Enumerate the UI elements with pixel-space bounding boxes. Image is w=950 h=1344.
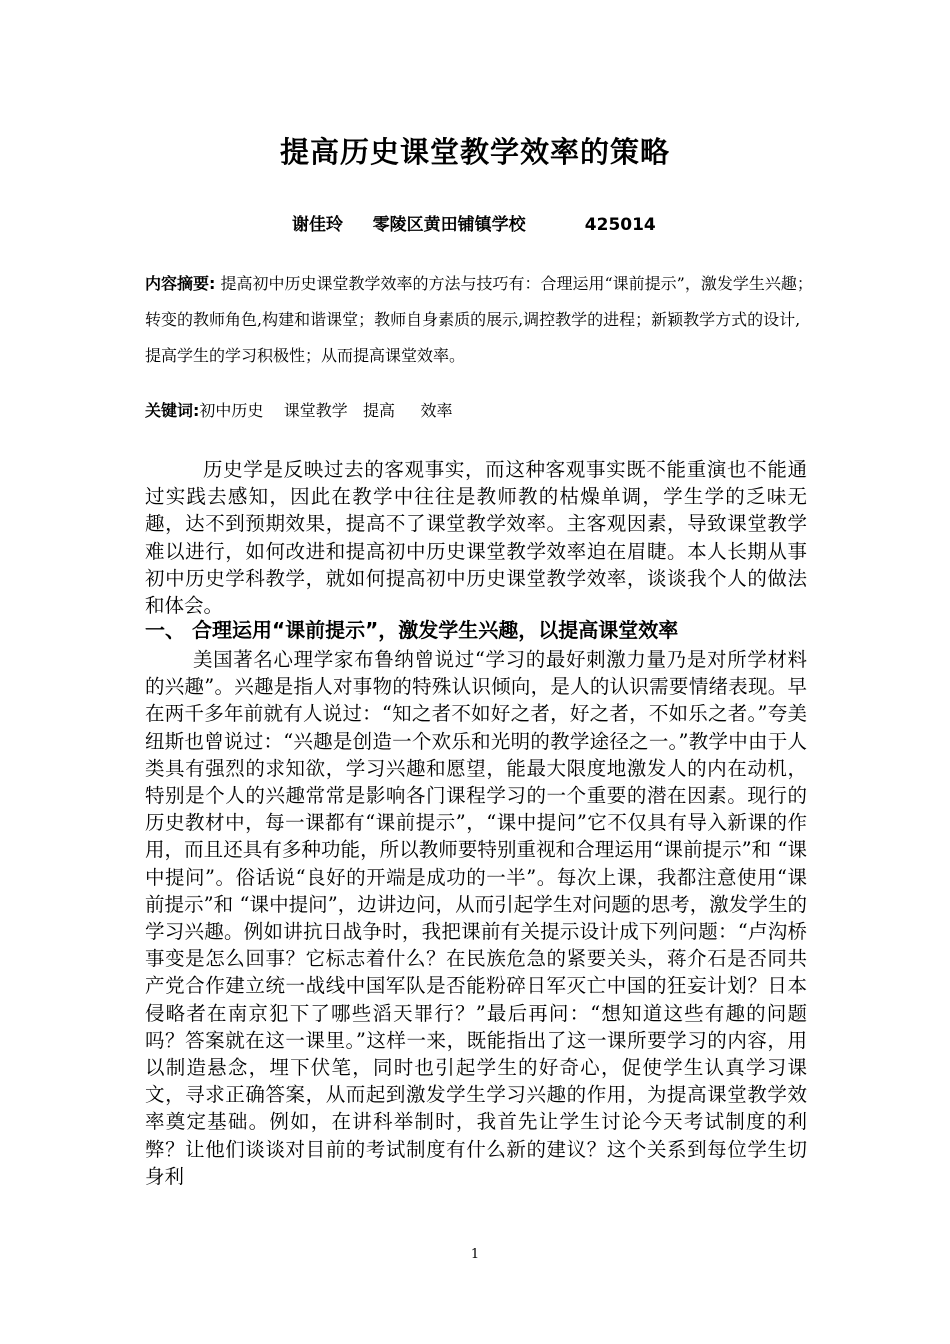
intro-paragraph: 历史学是反映过去的客观事实，而这种客观事实既不能重演也不能通过实践去感知，因此在教学中往往是教师教的枯燥单调，学生学的乏味无趣，达不到预期效果，提高不了课堂教学效率。主客观因素，导致课堂教学难以进行，如何改进和提高初中历史课堂教学效率迫在眉睫。本人长期从事初中历史学科教学，就如何提高初中历史课堂教学效率，谈谈我个人的做法和体会。 [145,458,807,618]
keywords-items: 初中历史 课堂教学 提高 效率 [199,401,453,420]
section-paragraph: 美国著名心理学家布鲁纳曾说过“学习的最好刺激力量乃是对所学材料的兴趣”。兴趣是指人对事物的特殊认识倾向，是人的认识需要情绪表现。早在两千多年前就有人说过：“知之者不如好之者，好之者，不如乐之者。”夸美纽斯也曾说过：“兴趣是创造一个欢乐和光明的教学途径之一。”教学中由于人类具有强烈的求知欲，学习兴趣和愿望，能最大限度地激发人的内在动机，特别是个人的兴趣常常是影响各门课程学习的一个重要的潜在因素。现行的历史教材中，每一课都有“课前提示”，“课中提问”它不仅具有导入新课的作用，而且还具有多种功能，所以教师要特别重视和合理运用“课前提示”和 “课中提问”。俗话说“良好的开端是成功的一半”。每次上课，我都注意使用“课前提示”和 “课中提问”，边讲边问，从而引起学生对问题的思考，激发学生的学习兴趣。例如讲抗日战争时，我把课前有关提示设计成下列问题：“卢沟桥事变是怎么回事？它标志着什么？在民族危急的紧要关头，蒋介石是否同共产党合作建立统一战线中国军队是否能粉碎日军灭亡中国的狂妄计划？日本侵略者在南京犯下了哪些滔天罪行？”最后再问：“想知道这些有趣的问题吗？答案就在这一课里。”这样一来，既能指出了这一课所要学习的内容，用以制造悬念，埋下伏笔，同时也引起学生的好奇心，促使学生认真学习课文，寻求正确答案，从而起到激发学生学习兴趣的作用，为提高课堂教学效率奠定基础。例如，在讲科举制时，我首先让学生讨论今天考试制度的利弊？让他们谈谈对目前的考试制度有什么新的建议？这个关系到每位学生切身利 [145,648,807,1188]
abstract-label: 内容摘要: [145,274,216,293]
abstract-text: 提高初中历史课堂教学效率的方法与技巧有：合理运用“课前提示”，激发学生兴趣；转变的教师角色,构建和谐课堂；教师自身素质的展示,调控教学的进程；新颖教学方式的设计,提高学生的学习积极性；从而提高课堂效率。 [145,274,813,365]
abstract [145,266,815,374]
keywords [145,398,452,421]
author-postcode: 425014 [584,215,656,235]
document-title: 提高历史课堂教学效率的策略 [279,135,670,169]
keywords-label: 关键词: [145,401,200,420]
author-school: 零陵区黄田铺镇学校 [372,215,526,235]
author-line [292,210,656,235]
section-heading: 一、 合理运用“课前提示”，激发学生兴趣，以提高课堂效率 [145,618,679,642]
author-name: 谢佳玲 [292,215,343,235]
page-number: 1 [470,1247,480,1262]
